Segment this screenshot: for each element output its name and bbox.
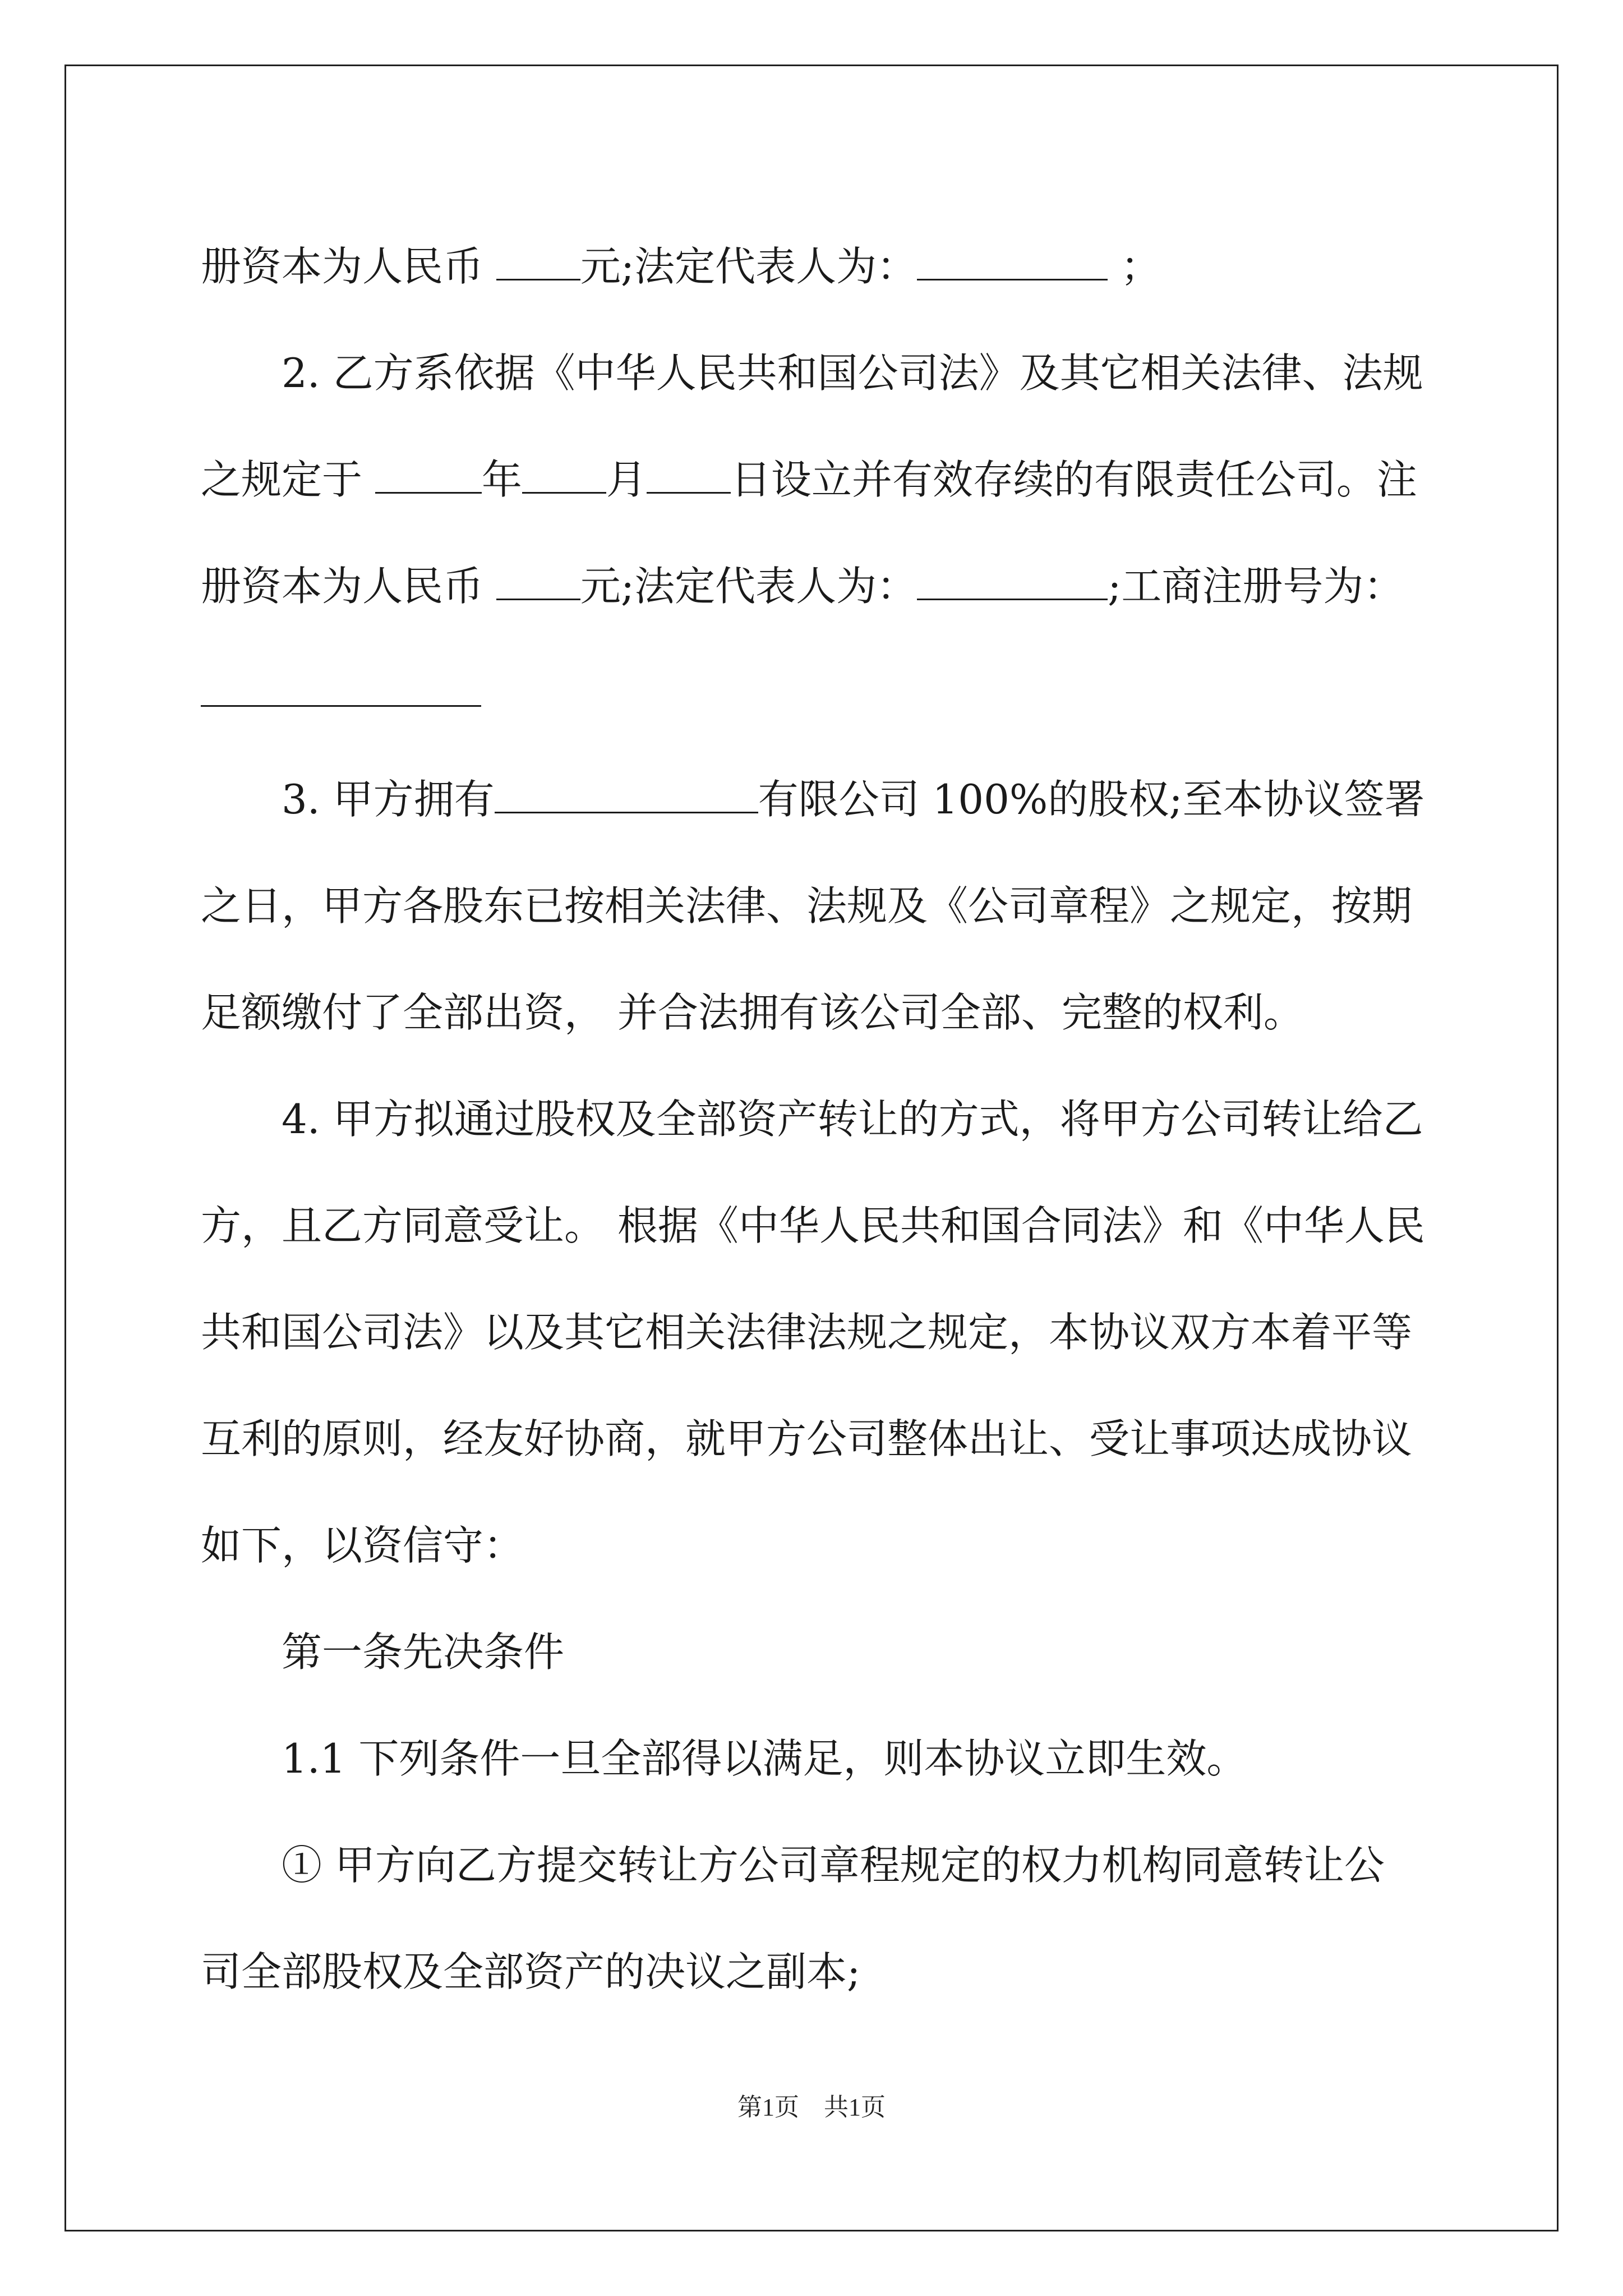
text-line: 2. 乙方系依据《中华人民共和国公司法》及其它相关法律、法规 xyxy=(282,349,1423,397)
text-line: 3. 甲方拥有 有限公司 100%的股权;至本协议签署 xyxy=(282,776,1425,823)
document-body xyxy=(201,213,1435,2025)
blank-field xyxy=(647,457,731,494)
text-line: 如下，以资信守： xyxy=(201,1522,524,1569)
blank-field xyxy=(522,457,606,494)
text-line: 1.1 下列条件一旦全部得以满足，则本协议立即生效。 xyxy=(282,1735,1247,1782)
blank-field xyxy=(917,564,1108,600)
text-line: 册资本为人民币 元;法定代表人为： ;工商注册号为： xyxy=(201,563,1404,610)
page-number: 第1页 共1页 xyxy=(737,2093,886,2121)
text-line xyxy=(201,639,1435,746)
text-line: 4. 甲方拟通过股权及全部资产转让的方式，将甲方公司转让给乙 xyxy=(282,1096,1423,1143)
blank-field xyxy=(496,244,580,280)
text-line: 之规定于 年 月 日设立并有效存续的有限责任公司。注 xyxy=(201,456,1417,503)
text-line: 共和国公司法》以及其它相关法律法规之规定，本协议双方本着平等 xyxy=(201,1309,1413,1356)
blank-field xyxy=(201,670,481,707)
blank-field xyxy=(375,457,482,494)
blank-field xyxy=(495,777,758,813)
text-line: 互利的原则，经友好协商，就甲方公司整体出让、受让事项达成协议 xyxy=(201,1415,1413,1462)
text-line: 方，且乙方同意受让。 根据《中华人民共和国合同法》和《中华人民 xyxy=(201,1202,1425,1249)
text-line: 之日，甲方各股东已按相关法律、法规及《公司章程》之规定，按期 xyxy=(201,882,1413,930)
text-line: ① 甲方向乙方提交转让方公司章程规定的权力机构同意转让公 xyxy=(282,1842,1385,1889)
text-line: 司全部股权及全部资产的决议之副本; xyxy=(201,1948,861,1995)
text-line: 册资本为人民币 元;法定代表人为： ； xyxy=(201,243,1161,290)
blank-field xyxy=(917,244,1108,280)
text-line: 足额缴付了全部出资， 并合法拥有该公司全部、完整的权利。 xyxy=(201,989,1304,1036)
section-heading: 第一条先决条件 xyxy=(282,1628,565,1676)
blank-field xyxy=(496,564,580,600)
